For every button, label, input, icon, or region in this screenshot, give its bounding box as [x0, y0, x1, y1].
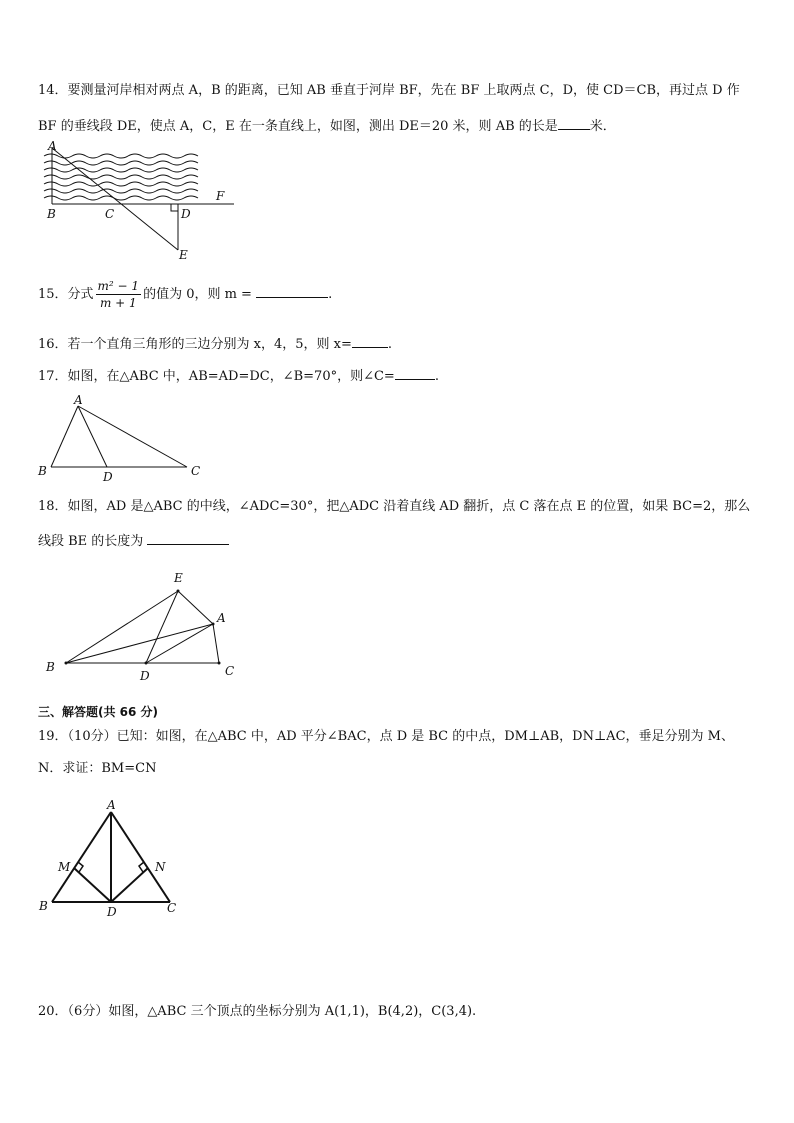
q19-figure [36, 798, 186, 923]
q17-end: . [434, 369, 439, 384]
q15-fraction [96, 278, 142, 311]
q15-answer-blank [256, 283, 328, 298]
q20-line: 20．（6分）如图，△ABC 三个顶点的坐标分别为 A(1,1)，B(4,2)，C(3,4). [38, 1004, 477, 1019]
q15-line [38, 277, 332, 313]
q16-answer-blank [352, 333, 388, 348]
q16-text: 16．若一个直角三角形的三边分别为 x，4，5，则 x= [38, 337, 352, 352]
q14-line1: 14．要测量河岸相对两点 A，B 的距离，已知 AB 垂直于河岸 BF，先在 BF 上取两点 C，D，使 CD＝CB，再过点 D 作 [38, 83, 740, 98]
q14-line2-unit: 米． [589, 119, 616, 134]
q18-label-e: E [174, 571, 183, 585]
q14-answer-blank [558, 115, 590, 130]
q18-answer-blank [147, 530, 229, 545]
q19-label-m: M [58, 860, 71, 874]
q17-figure [34, 392, 214, 482]
q17-label-a: A [74, 393, 83, 407]
q19-label-c: C [167, 901, 177, 915]
q15-prefix: 15．分式 [38, 287, 94, 302]
q18-line2-text: 线段 BE 的长度为 [38, 534, 144, 549]
q19-label-n: N [155, 860, 166, 874]
section-heading: 三、解答题(共 66 分) [38, 705, 159, 719]
q18-label-b: B [46, 660, 55, 674]
q14-river-waves [44, 154, 198, 200]
q14-label-e: E [179, 248, 188, 262]
q19-line1: 19．（10分）已知：如图，在△ABC 中，AD 平分∠BAC，点 D 是 BC 的中点，DM⊥AB，DN⊥AC，垂足分别为 M、 [38, 729, 734, 744]
q18-line1: 18．如图，AD 是△ABC 的中线，∠ADC=30°，把△ADC 沿着直线 AD 翻折，点 C 落在点 E 的位置，如果 BC=2，那么 [38, 499, 751, 514]
q19-label-a: A [107, 798, 116, 812]
q15-end: . [328, 287, 333, 302]
q18-label-a: A [217, 611, 226, 625]
q14-label-d: D [181, 207, 191, 221]
q19-label-b: B [39, 899, 48, 913]
q14-figure [38, 138, 243, 263]
q14-line2-text: BF 的垂线段 DE，使点 A，C，E 在一条直线上，如图，测出 DE＝20 米，则 AB 的长是 [38, 119, 558, 134]
q19-label-d: D [107, 905, 117, 919]
q16-end: . [387, 337, 393, 352]
q14-label-a: A [48, 139, 57, 153]
q14-label-f: F [216, 189, 225, 203]
q18-triangles [66, 591, 219, 663]
q17-label-d: D [103, 470, 113, 482]
q18-label-d: D [140, 669, 150, 683]
q18-figure [40, 568, 245, 683]
q15-numerator: m² − 1 [97, 279, 140, 293]
q18-line2 [38, 530, 229, 551]
q14-label-c: C [105, 207, 115, 221]
q14-label-b: B [47, 207, 56, 221]
q19-line2: N．求证：BM=CN [38, 761, 157, 776]
q17-text: 17．如图，在△ABC 中，AB=AD=DC，∠B=70°，则∠C= [38, 369, 395, 384]
q18-points [65, 590, 221, 665]
q18-label-c: C [225, 664, 235, 678]
q16-line [38, 333, 392, 354]
q15-suffix: 的值为 0，则 m = [143, 287, 252, 302]
q17-label-c: C [191, 464, 201, 478]
q15-denominator: m + 1 [99, 296, 137, 310]
q19-triangle [52, 812, 170, 902]
q14-line2 [38, 115, 616, 136]
q17-answer-blank [395, 365, 435, 380]
q17-triangle [51, 406, 187, 467]
q17-line [38, 365, 439, 386]
q17-label-b: B [38, 464, 47, 478]
